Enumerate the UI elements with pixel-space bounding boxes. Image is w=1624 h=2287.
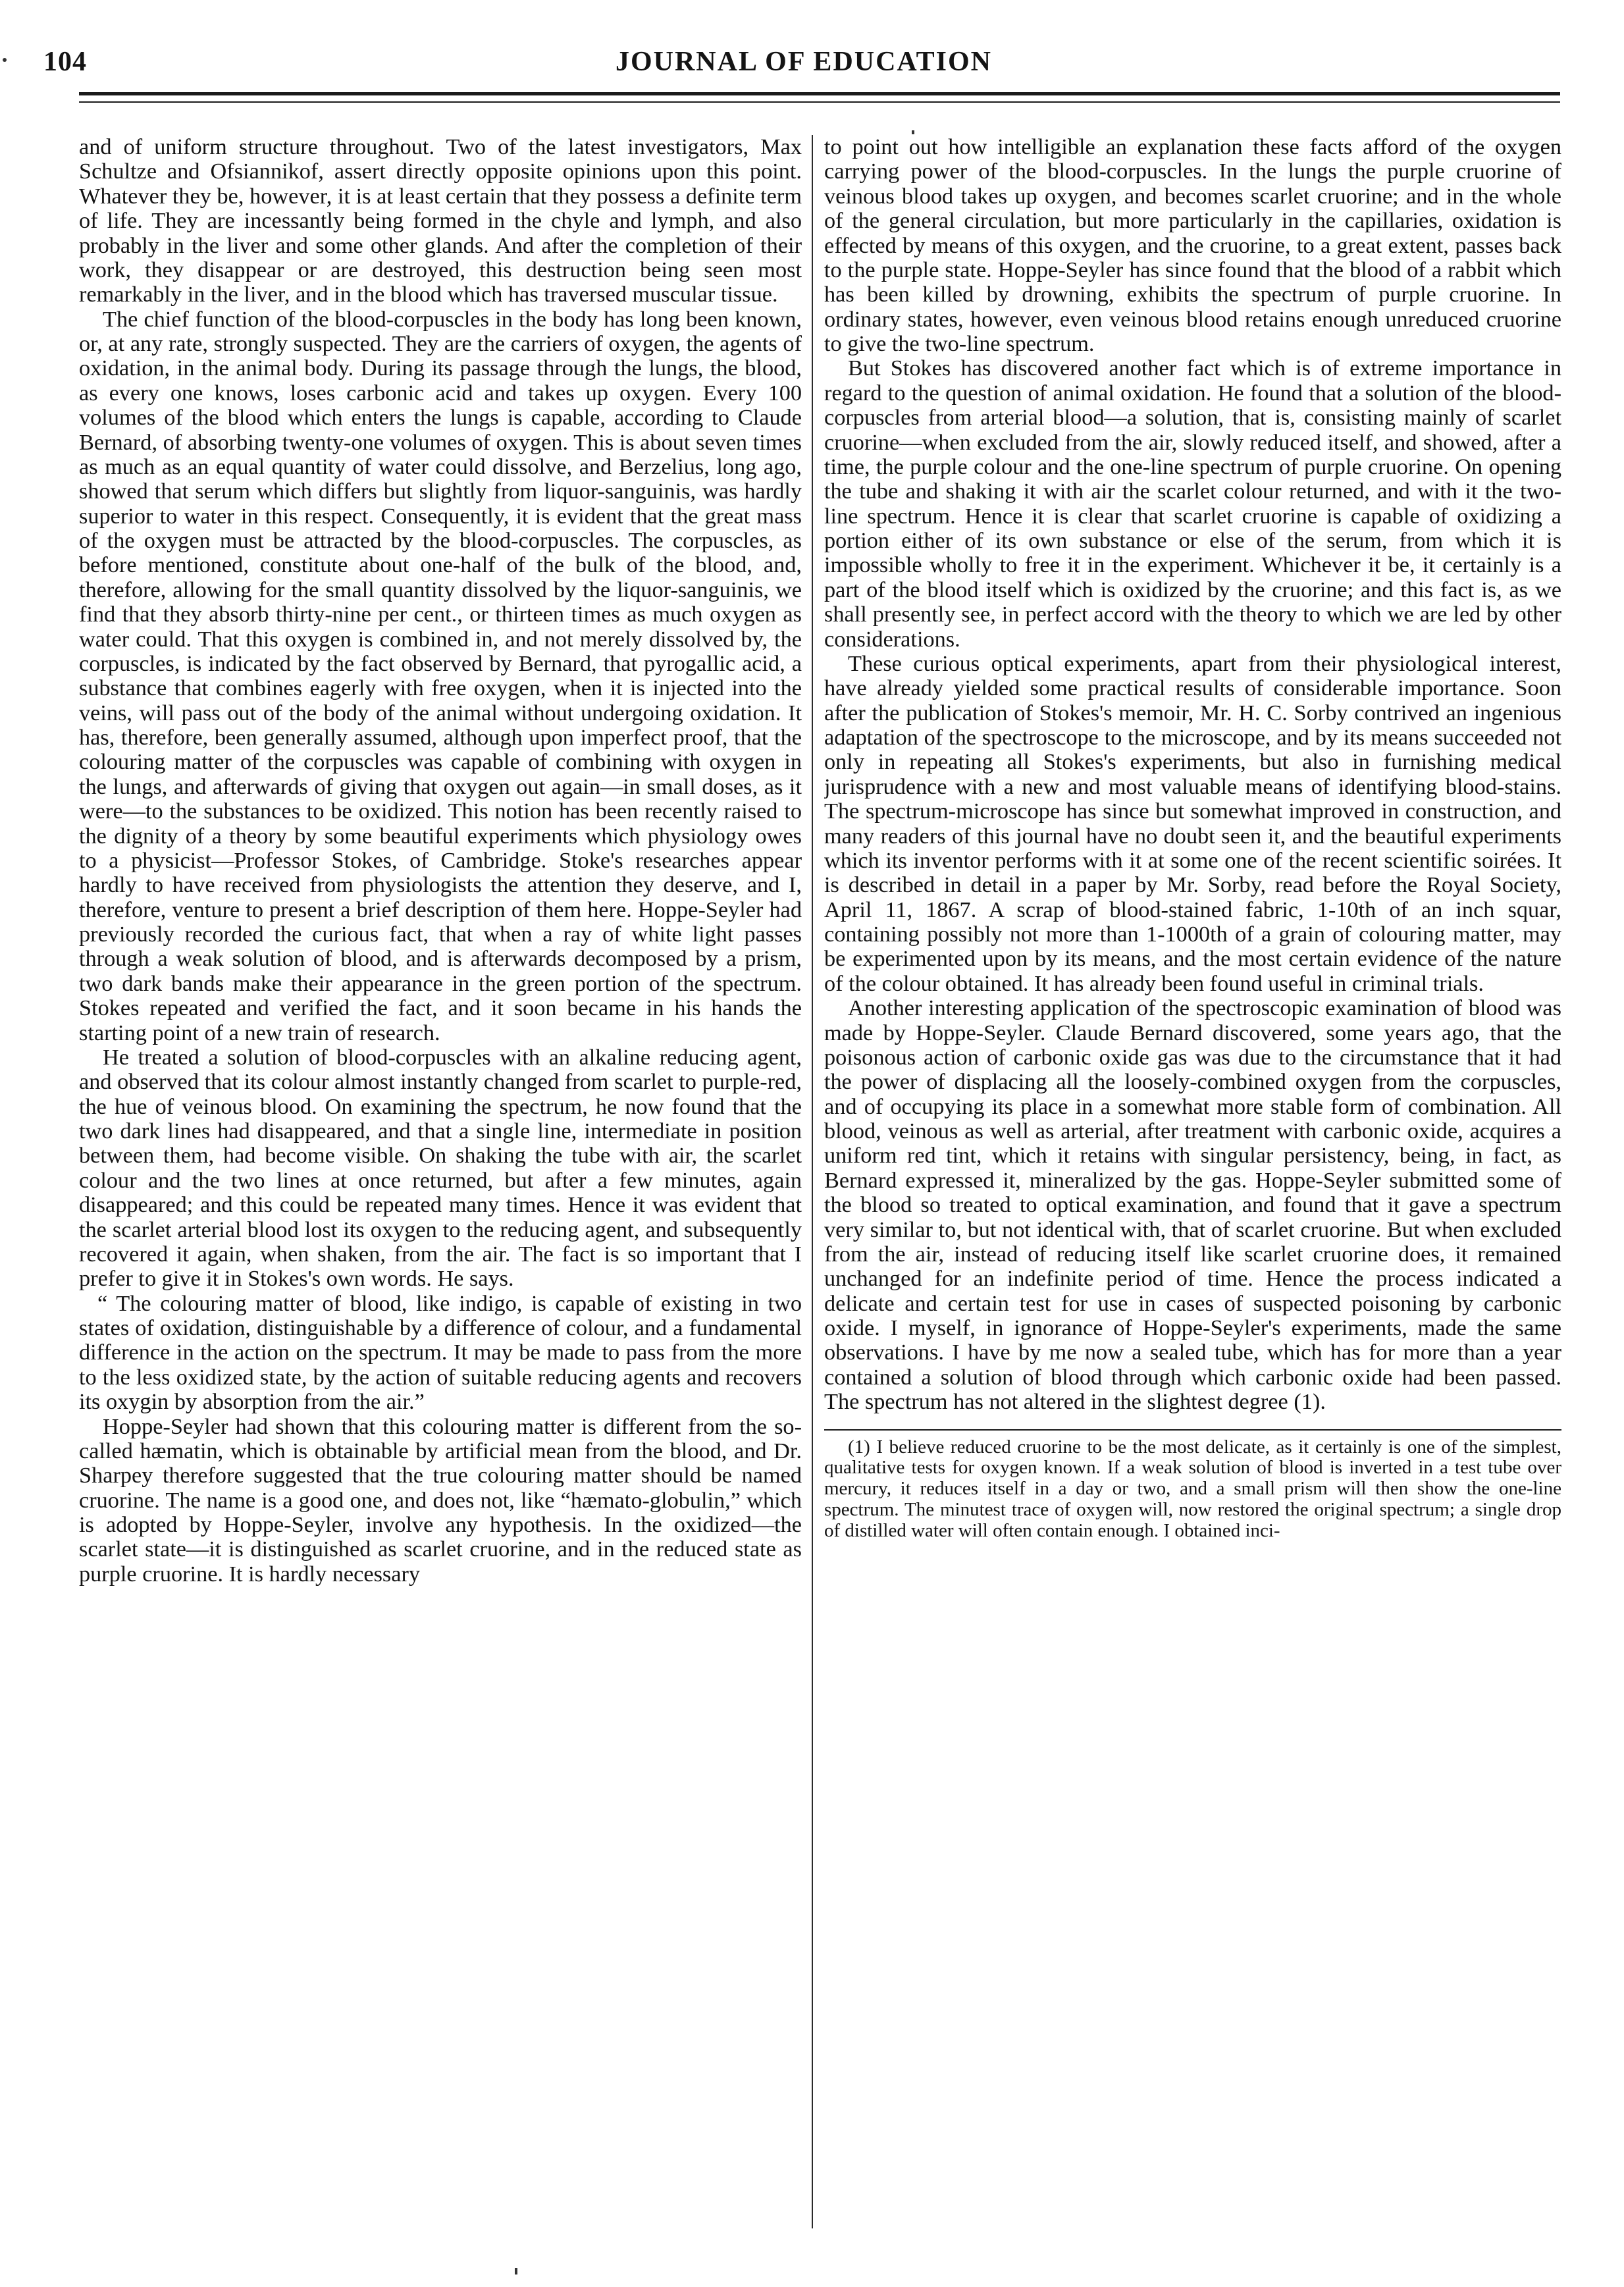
paragraph: Another interesting application of the spectroscopic examination of blood was made by Hoppe-Seyler. Claude Bernard discovered, some years ago, that the poisonous action of carbonic oxide gas was due to the circumstance that it had the power of displacing all the loosely-combined oxygen from the corpuscles, and of occupying its place in a somewhat more stable form of combination. All blood, veinous as well as arterial, after treatment with carbonic oxide, acquires a uniform red tint, which it retains with singular persistency, being, in fact, as Bernard expressed it, mineralized by the gas. Hoppe-Seyler submitted some of the blood so treated to optical examination, and found that it gave a spectrum very similar to, but not identical with, that of scarlet cruorine. But when excluded from the air, instead of reducing itself like scarlet cruorine does, it remained unchanged for an indefinite period of time. Hence the process indicated a delicate and certain test for use in cases of suspected poisoning by carbonic oxide. I myself, in ignorance of Hoppe-Seyler's experiments, made the same observations. I have by me now a sealed tube, which has for more than a year contained a solution of blood through which carbonic oxide had been passed. The spectrum has not altered in the slightest degree (1).: [824, 995, 1561, 1415]
footnote: (1) I believe reduced cruorine to be the most delicate, as it certainly is one of the simplest, qualitative tests for oxygen known. If a weak solution of blood is inverted in a test tube over mercury, it reduces itself in a day or two, and a small prism will then show the one-line spectrum. The minutest trace of oxygen will, now restored the original spectrum; a single drop of distilled water will often contain enough. I obtained inci-: [824, 1436, 1561, 1542]
paragraph: He treated a solution of blood-corpuscles with an alkaline reducing agent, and observed that its colour almost instantly changed from scarlet to purple-red, the hue of veinous blood. On examining the spectrum, he now found that the two dark lines had disappeared, and that a single line, intermediate in position between them, had become visible. On shaking the tube with air, the scarlet colour and the two lines at once returned, but after a few minutes, again disappeared; and this could be repeated many times. Hence it was evident that the scarlet arterial blood lost its oxygen to the reducing agent, and subsequently recovered it again, when shaken, from the air. The fact is so important that I prefer to give it in Stokes's own words. He says.: [79, 1044, 802, 1292]
journal-title: JOURNAL OF EDUCATION: [615, 47, 993, 77]
header-rule-thin: [79, 101, 1560, 103]
block-quote: “ The colouring matter of blood, like indigo, is capable of existing in two states of oxidation, distinguishable by a difference of colour, and a fundamental difference in the action on the spectrum. It may be made to pass from the more to the less oxidized state, by the action of suitable reducing agents and recovers its oxygin by absorption from the air.”: [79, 1290, 802, 1415]
right-column: [824, 135, 1561, 2235]
print-speck: [3, 58, 7, 62]
paragraph: But Stokes has discovered another fact which is of extreme importance in regard to the question of animal oxidation. He found that a solution of the blood-corpuscles from arterial blood—a solution, that is, consisting mainly of scarlet cruorine—when excluded from the air, slowly reduced itself, and showed, after a time, the purple colour and the one-line spectrum of purple cruorine. On opening the tube and shaking it with air the scarlet colour returned, and with it the two-line spectrum. Hence it is clear that scarlet cruorine is capable of oxidizing a portion either of its own substance or else of the serum, from which it is impossible wholly to free it in the experiment. Whichever it be, it certainly is a part of the blood itself which is oxidized by the cruorine; and this fact is, as we shall presently see, in perfect accord with the theory to which we are led by other considerations.: [824, 355, 1561, 652]
page-number: 104: [43, 47, 87, 77]
left-column: [79, 135, 802, 2235]
paragraph: The chief function of the blood-corpuscles in the body has long been known, or, at any rate, strongly suspected. They are the carriers of oxygen, the agents of oxidation, in the animal body. During its passage through the lungs, the blood, as every one knows, loses carbonic acid and takes up oxygen. Every 100 volumes of the blood which enters the lungs is capable, according to Claude Bernard, of absorbing twenty-one volumes of oxygen. This is about seven times as much as an equal quantity of water could dissolve, and Berzelius, long ago, showed that serum which differs but slightly from liquor-sanguinis, was hardly superior to water in this respect. Consequently, it is evident that the great mass of the oxygen must be attracted by the blood-corpuscles. The corpuscles, as before mentioned, constitute about one-half of the bulk of the blood, and, therefore, allowing for the small quantity dissolved by the liquor-sanguinis, we find that they absorb thirty-nine per cent., or thirteen times as much oxygen as water could. That this oxygen is combined in, and not merely dissolved by, the corpuscles, is indicated by the fact observed by Bernard, that pyrogallic acid, a substance that combines eagerly with free oxygen, when it is injected into the veins, will pass out of the body of the animal without undergoing oxidation. It has, therefore, been generally assumed, although upon imperfect proof, that the colouring matter of the corpuscles was capable of combining with oxygen in the lungs, and afterwards of giving that oxygen out again—in small doses, as it were—to the substances to be oxidized. This notion has been recently raised to the dignity of a theory by some beautiful experiments which physiology owes to a physicist—Professor Stokes, of Cambridge. Stoke's researches appear hardly to have received from physiologists the attention they deserve, and I, therefore, venture to present a brief description of them here. Hoppe-Seyler had previously recorded the curious fact, that when a ray of white light passes through a weak solution of blood, and is afterwards decomposed by a prism, two dark bands make their appearance in the green portion of the spectrum. Stokes repeated and verified the fact, and it soon became in his hands the starting point of a new train of research.: [79, 306, 802, 1045]
paragraph: to point out how intelligible an explanation these facts afford of the oxygen carrying power of the blood-corpuscles. In the lungs the purple cruorine of veinous blood takes up oxygen, and becomes scarlet cruorine; and in the whole of the general circulation, but more particularly in the capillaries, oxidation is effected by means of this oxygen, and the cruorine, to a great extent, passes back to the purple state. Hoppe-Seyler has since found that the blood of a rabbit which has been killed by drowning, exhibits the spectrum of purple cruorine. In ordinary states, however, even veinous blood retains enough unreduced cruorine to give the two-line spectrum.: [824, 135, 1561, 356]
page-header: [43, 46, 1564, 86]
print-speck: [912, 130, 914, 134]
paragraph: and of uniform structure throughout. Two of the latest investigators, Max Schultze and Ofsiannikof, assert directly opposite opinions upon this point. Whatever they be, however, it is at least certain that they possess a definite term of life. They are incessantly being formed in the chyle and lymph, and also probably in the liver and some other glands. And after the completion of their work, they disappear or are destroyed, this destruction being seen most remarkably in the liver, and in the blood which has traversed muscular tissue.: [79, 135, 802, 307]
paragraph: Hoppe-Seyler had shown that this colouring matter is different from the so-called hæmatin, which is obtainable by artificial mean from the blood, and Dr. Sharpey therefore suggested that the true colouring matter should be named cruorine. The name is a good one, and does not, like “hæmato-globulin,” which is adopted by Hoppe-Seyler, involve any hypothesis. In the oxidized—the scarlet state—it is distinguished as scarlet cruorine, and in the reduced state as purple cruorine. It is hardly necessary: [79, 1413, 802, 1587]
print-speck: [515, 2268, 517, 2274]
footnote-rule: [824, 1429, 1561, 1431]
paragraph: These curious optical experiments, apart from their physiological interest, have already yielded some practical results of considerable importance. Soon after the publication of Stokes's memoir, Mr. H. C. Sorby contrived an ingenious adaptation of the spectroscope to the microscope, and by its means succeeded not only in repeating all Stokes's experiments, but also in furnishing medical jurisprudence with a new and most valuable means of identifying blood-stains. The spectrum-microscope has since but somewhat improved in construction, and many readers of this journal have no doubt seen it, and the beautiful experiments which its inventor performs with it at some one of the recent scientific soirées. It is described in detail in a paper by Mr. Sorby, read before the Royal Society, April 11, 1867. A scrap of blood-stained fabric, 1-10th of an inch squar, containing possibly not more than 1-1000th of a grain of colouring matter, may be experimented upon by its means, and the most certain evidence of the nature of the colour obtained. It has already been found useful in criminal trials.: [824, 650, 1561, 996]
header-rule-thick: [79, 92, 1560, 95]
column-divider: [812, 135, 813, 2228]
